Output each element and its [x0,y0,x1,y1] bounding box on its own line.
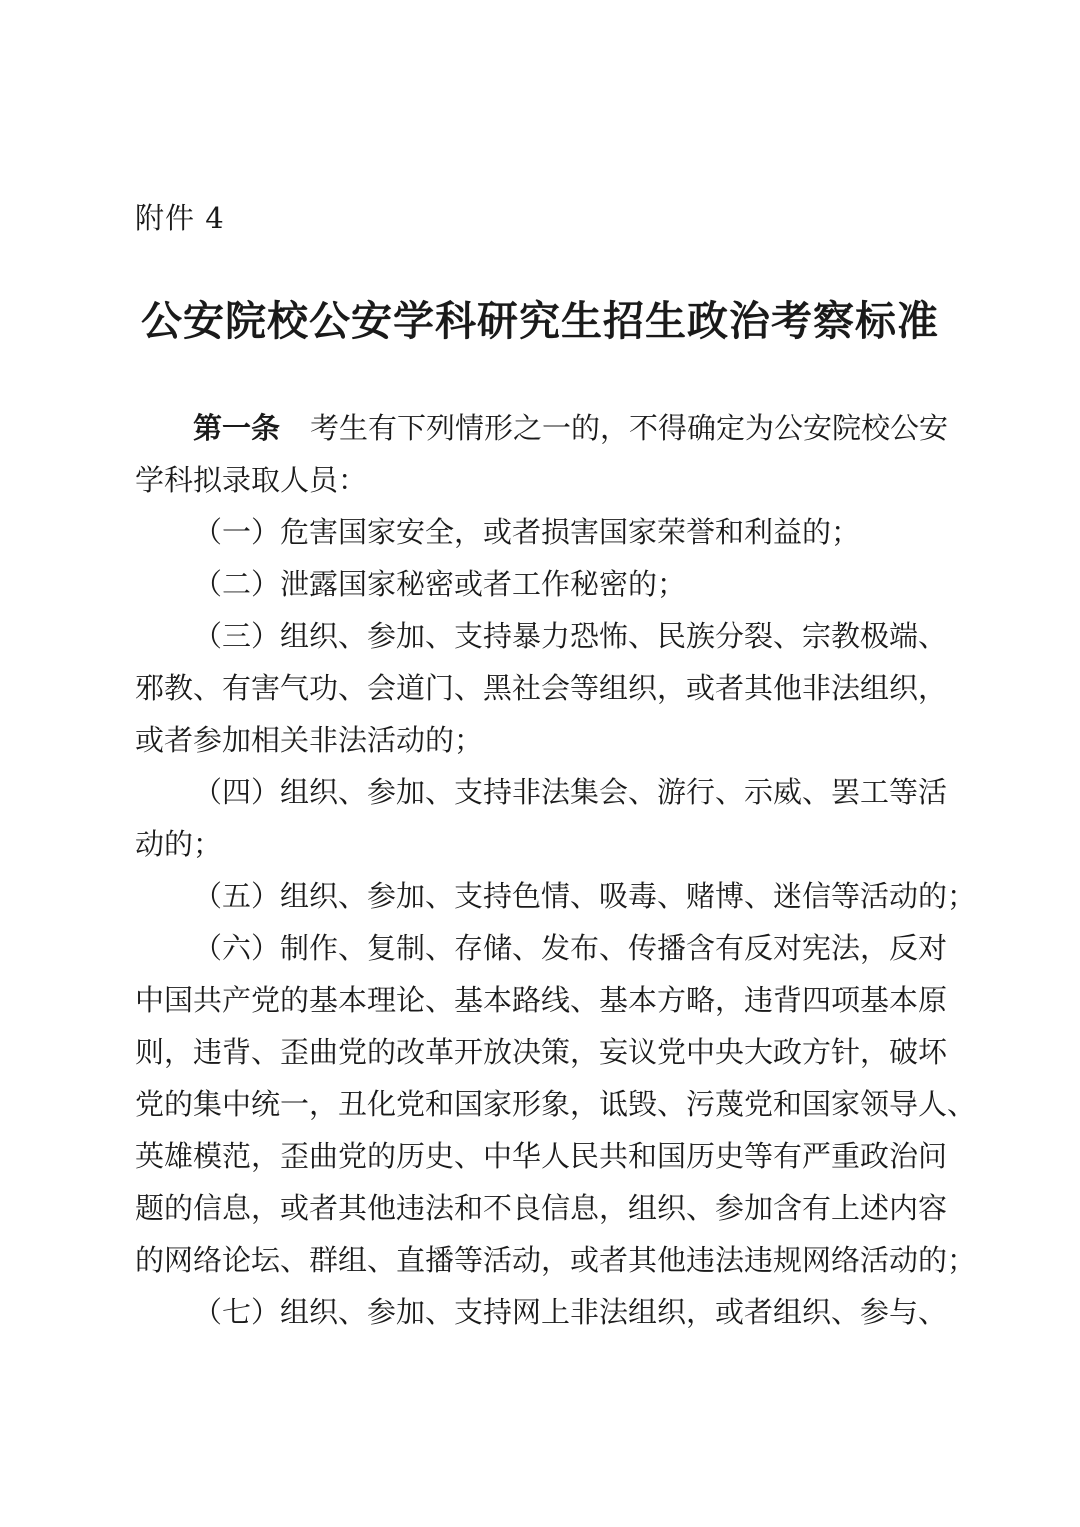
clause-6: （六）制作、复制、存储、发布、传播含有反对宪法，反对 [193,931,948,965]
clause-4: （四）组织、参加、支持非法集会、游行、示威、罢工等活 [193,775,948,809]
clause-7: （七）组织、参加、支持网上非法组织，或者组织、参与、 [193,1295,948,1329]
clause-6-cont-5: 题的信息，或者其他违法和不良信息，组织、参加含有上述内容 [135,1191,948,1225]
clause-3-cont-2: 或者参加相关非法活动的； [135,723,484,757]
article-number: 第一条 [193,411,281,445]
clause-6-cont-6: 的网络论坛、群组、直播等活动，或者其他违法违规网络活动的； [135,1243,977,1277]
clause-1: （一）危害国家安全，或者损害国家荣誉和利益的； [193,515,861,549]
clause-6-cont-1: 中国共产党的基本理论、基本路线、基本方略，违背四项基本原 [135,983,948,1017]
article-lead: 考生有下列情形之一的，不得确定为公安院校公安 [310,411,949,445]
article-lead-continued: 学科拟录取人员： [135,463,368,497]
clause-6-cont-2: 则，违背、歪曲党的改革开放决策，妄议党中央大政方针，破坏 [135,1035,948,1069]
clause-6-cont-3: 党的集中统一，丑化党和国家形象，诋毁、污蔑党和国家领导人、 [135,1087,977,1121]
clause-4-cont: 动的； [135,827,223,861]
clause-2: （二）泄露国家秘密或者工作秘密的； [193,567,687,601]
clause-6-cont-4: 英雄模范，歪曲党的历史、中华人民共和国历史等有严重政治问 [135,1139,948,1173]
attachment-label: 附件 4 [135,201,225,235]
clause-3: （三）组织、参加、支持暴力恐怖、民族分裂、宗教极端、 [193,619,948,653]
document-title: 公安院校公安学科研究生招生政治考察标准 [141,297,939,345]
clause-5: （五）组织、参加、支持色情、吸毒、赌博、迷信等活动的； [193,879,977,913]
clause-3-cont-1: 邪教、有害气功、会道门、黑社会等组织，或者其他非法组织， [135,671,948,705]
article-first-line [193,405,948,451]
